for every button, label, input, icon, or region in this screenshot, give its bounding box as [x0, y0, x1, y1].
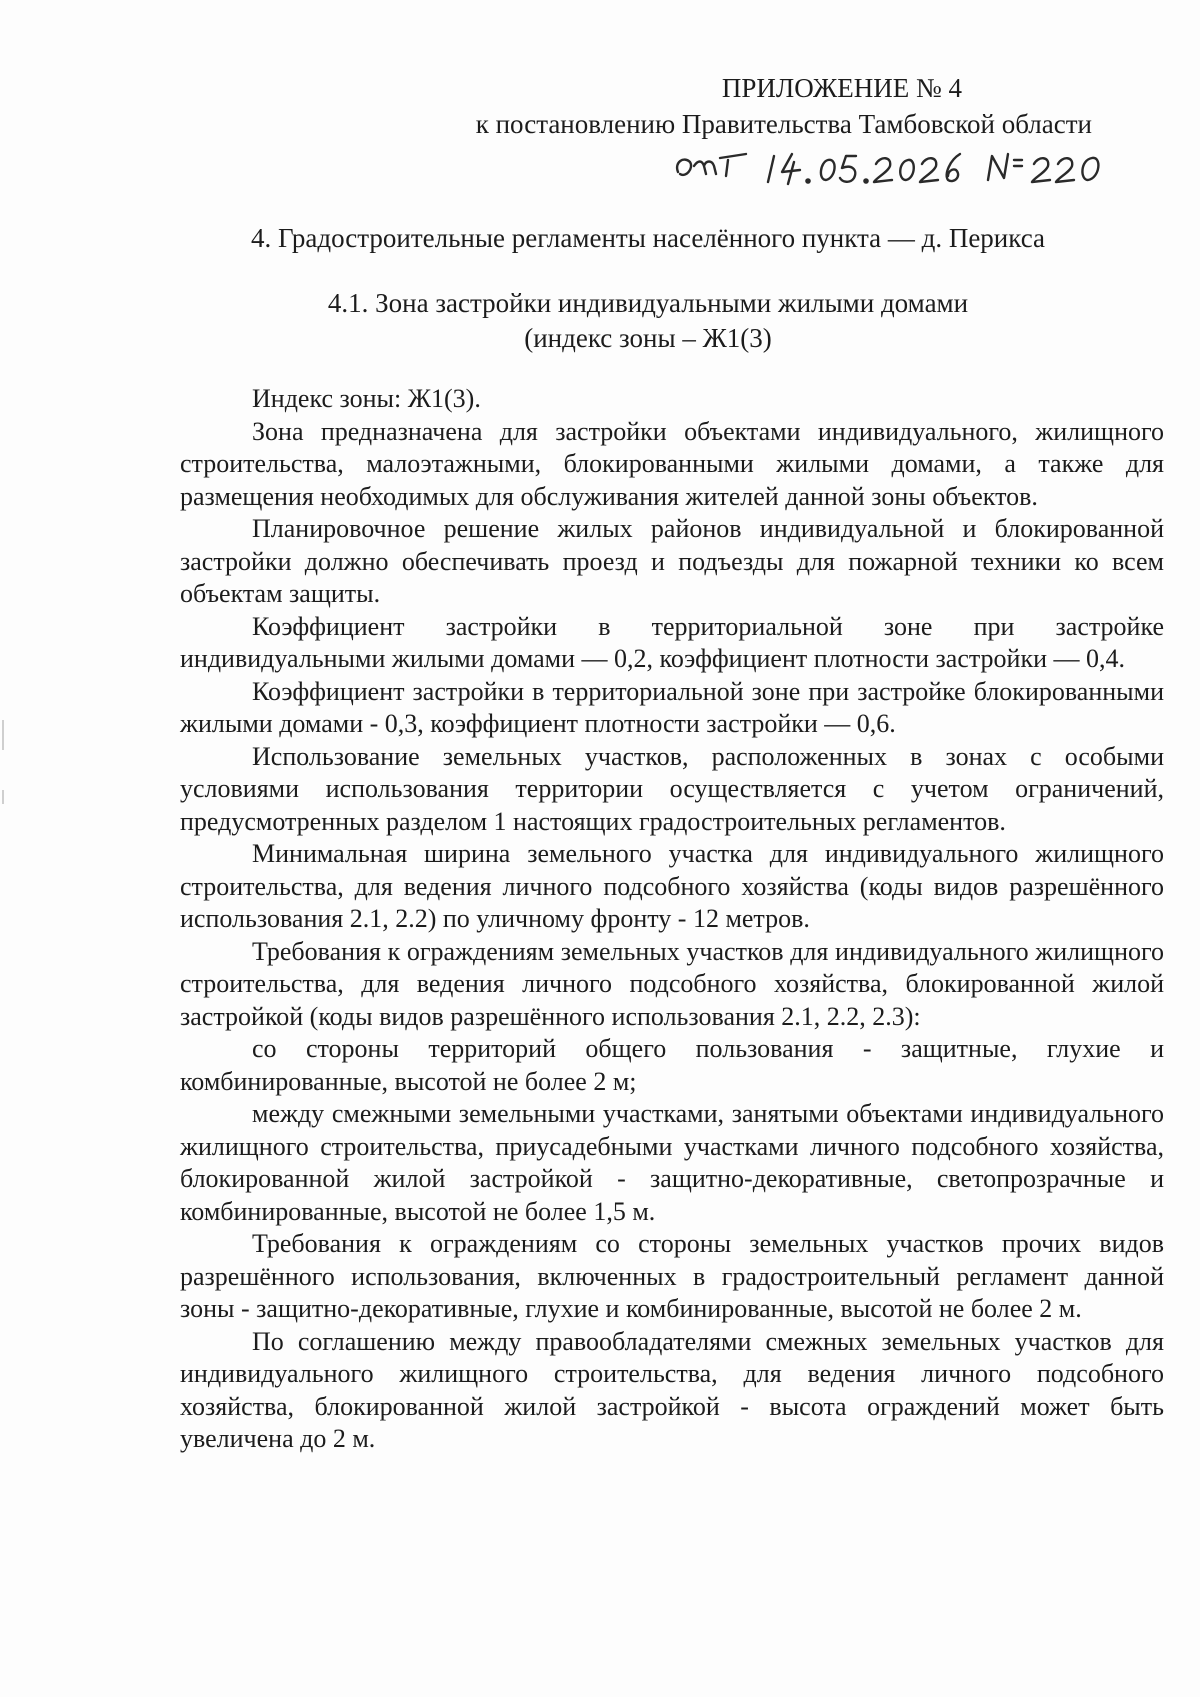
paragraph: Минимальная ширина земельного участка для индивидуального жилищного строительства, для ведения личного подсобного хозяйства (коды видов разрешённого использования 2.1, 2.2) по уличному фронту - 12 метров.: [180, 839, 1164, 933]
subsection-index: (индекс зоны – Ж1(3): [524, 323, 772, 353]
paragraph: между смежными земельными участками, занятыми объектами индивидуального жилищного строительства, приусадебными участками личного подсобного хозяйства, блокированной жилой застройкой - защитно-декоративные, светопрозрачные и комбинированные, высотой не более 1,5 м.: [180, 1099, 1164, 1226]
paragraph: со стороны территорий общего пользования - защитные, глухие и комбинированные, высотой не более 2 м;: [180, 1034, 1164, 1096]
resolution-reference: к постановлению Правительства Тамбовской области: [475, 109, 1092, 139]
paragraph: Индекс зоны: Ж1(3).: [252, 384, 481, 413]
document-body: [180, 383, 1164, 1456]
paragraph: Коэффициент застройки в территориальной зоне при застройке блокированными жилыми домами - 0,3, коэффициент плотности застройки — 0,6.: [180, 676, 1164, 738]
section-title: 4. Градостроительные регламенты населённого пункта — д. Перикса: [250, 223, 1046, 253]
paragraph: Зона предназначена для застройки объектами индивидуального, жилищного строительства, малоэтажными, блокированными жилыми домами, а также для размещения необходимых для обслуживания жителей данной зоны объектов.: [180, 416, 1164, 511]
paragraph: Использование земельных участков, расположенных в зонах с особыми условиями использования территории осуществляется с учетом ограничений, предусмотренных разделом 1 настоящих градостроительных регламентов.: [180, 741, 1164, 836]
paragraph: Требования к ограждениям со стороны земельных участков прочих видов разрешённого использования, включенных в градостроительный регламент данной зоны - защитно-декоративные, глухие и комбинированные, высотой не более 2 м.: [180, 1229, 1164, 1323]
appendix-label: ПРИЛОЖЕНИЕ № 4: [721, 73, 962, 103]
subsection-title: 4.1. Зона застройки индивидуальными жилыми домами: [327, 288, 969, 318]
paragraph: Планировочное решение жилых районов индивидуальной и блокированной застройки должно обеспечивать проезд и подъезды для пожарной техники ко всем объектам защиты.: [180, 514, 1164, 608]
scan-edge-mark: [2, 790, 4, 804]
paragraph: По соглашению между правообладателями смежных земельных участков для индивидуального жилищного строительства, для ведения личного подсобного хозяйства, блокированной жилой застройкой - высота ограждений может быть увеличена до 2 м.: [180, 1326, 1164, 1453]
scan-edge-mark: [2, 720, 4, 750]
paragraph: Коэффициент застройки в территориальной зоне при застройке индивидуальными жилыми домами — 0,2, коэффициент плотности застройки — 0,4.: [180, 611, 1164, 673]
document-header: [476, 70, 1092, 142]
paragraph: Требования к ограждениям земельных участков для индивидуального жилищного строительства, для ведения личного подсобного хозяйства, блокированной жилой застройкой (коды видов разрешённого использования 2.1, 2.2, 2.3):: [180, 936, 1164, 1031]
handwritten-date-signature: [670, 138, 1110, 194]
